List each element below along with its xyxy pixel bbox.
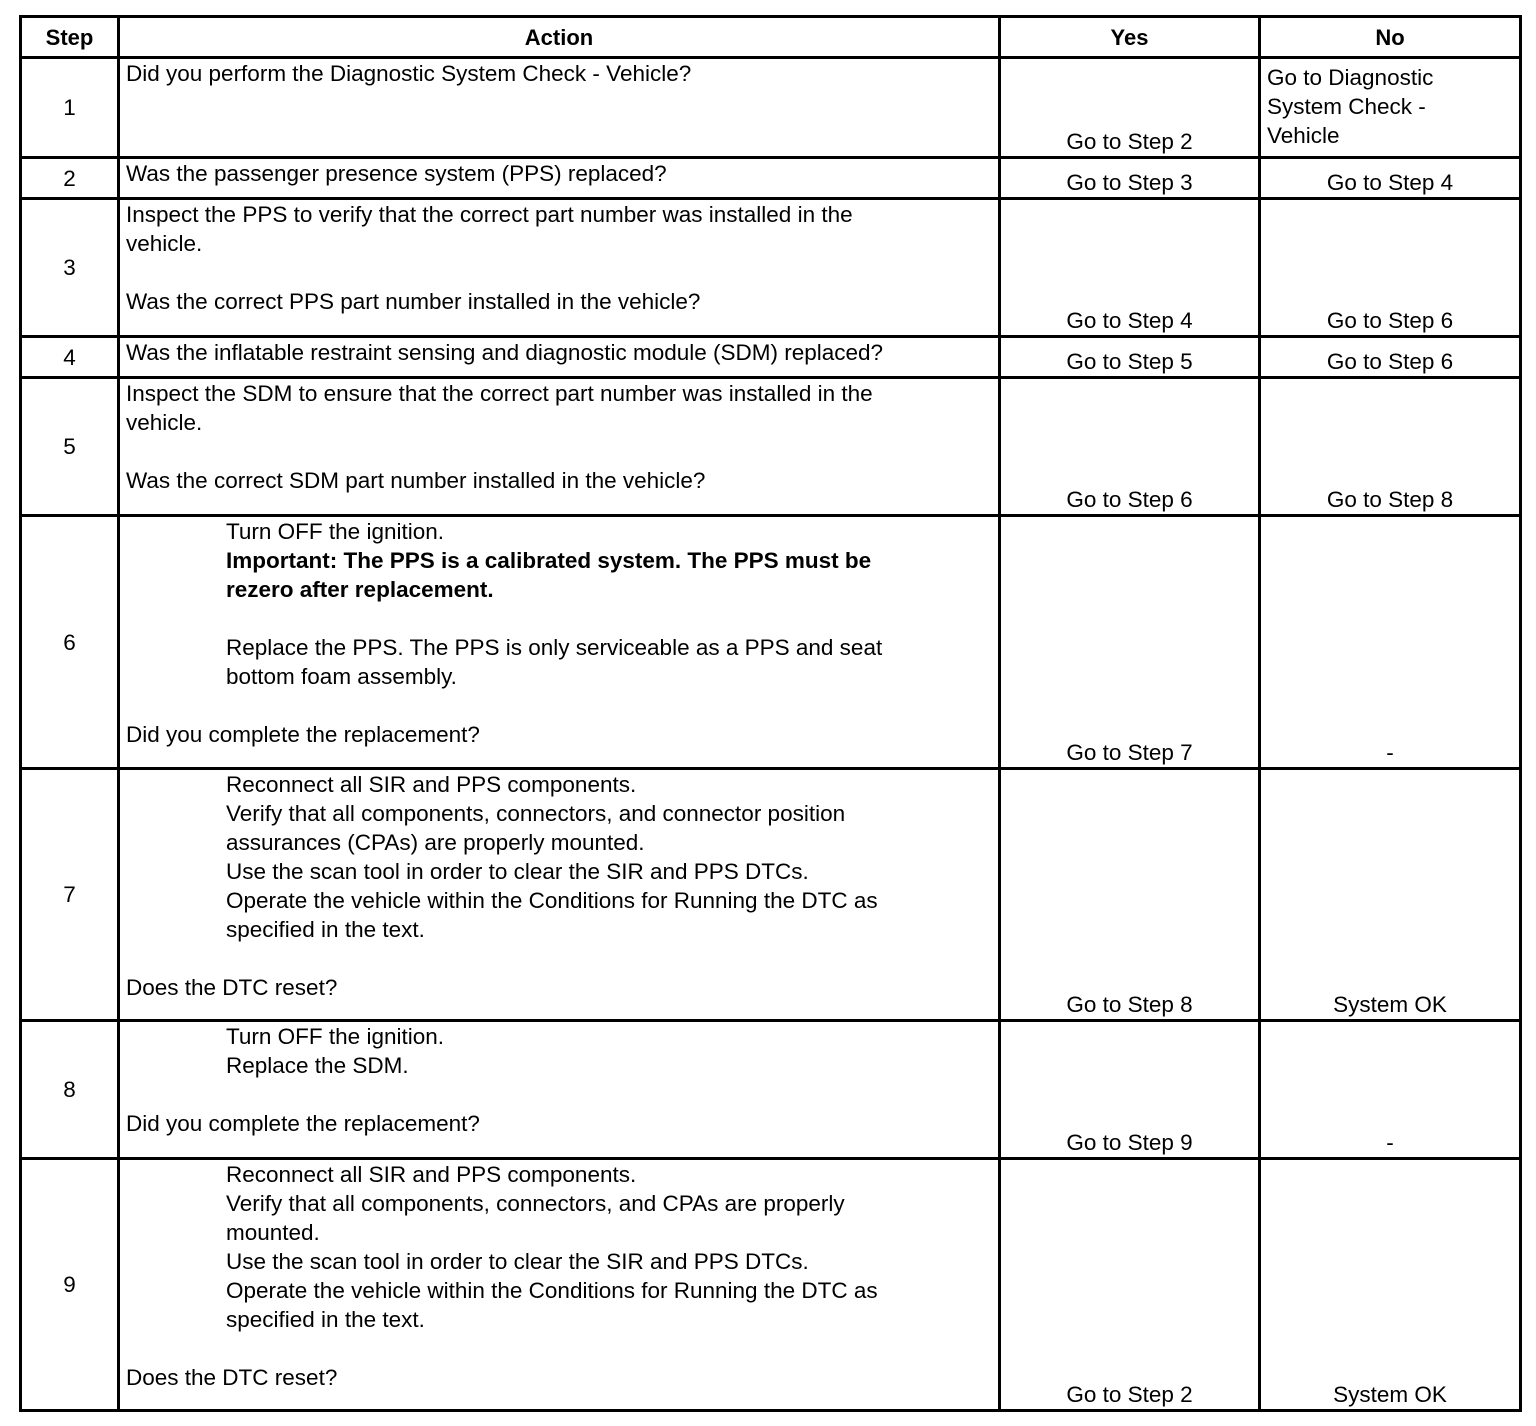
no-cell: System OK: [1260, 769, 1521, 1021]
yes-cell: Go to Step 9: [1000, 1021, 1260, 1159]
action-cell: [119, 378, 1000, 516]
diagnostic-table: [19, 15, 1522, 1412]
action-question: Was the correct PPS part number installed in the vehicle?: [126, 289, 701, 314]
action-substep: Replace the PPS. The PPS is only serviceable as a PPS and seat bottom foam assembly.: [226, 635, 883, 689]
table-row: [21, 158, 1521, 199]
header-action: Action: [119, 17, 1000, 58]
header-row: [21, 17, 1521, 58]
action-question: Was the correct SDM part number installed in the vehicle?: [126, 468, 706, 493]
action-cell: [119, 337, 1000, 378]
table-row: [21, 58, 1521, 158]
action-cell: [119, 1159, 1000, 1411]
no-cell: -: [1260, 516, 1521, 769]
table-row: [21, 769, 1521, 1021]
action-question: Did you complete the replacement?: [126, 722, 480, 747]
header-yes: Yes: [1000, 17, 1260, 58]
yes-cell: Go to Step 7: [1000, 516, 1260, 769]
no-cell: Go to Step 8: [1260, 378, 1521, 516]
action-question: Does the DTC reset?: [126, 975, 338, 1000]
step-number: 7: [21, 769, 119, 1021]
no-cell: Go to Step 6: [1260, 199, 1521, 337]
yes-cell: Go to Step 2: [1000, 58, 1260, 158]
action-cell: [119, 199, 1000, 337]
yes-cell: Go to Step 5: [1000, 337, 1260, 378]
step-number: 5: [21, 378, 119, 516]
action-substeps: Reconnect all SIR and PPS components. Verify that all components, connectors, and CPAs are properly mounted. Use the scan tool in order to clear the SIR and PPS DTCs. Operate the vehicle within the Conditions for Running the DTC as specified in the text.: [226, 1162, 878, 1332]
step-number: 8: [21, 1021, 119, 1159]
action-question: Was the inflatable restraint sensing and diagnostic module (SDM) replaced?: [126, 340, 884, 365]
no-cell: Go to Diagnostic System Check - Vehicle: [1260, 58, 1521, 158]
step-number: 3: [21, 199, 119, 337]
yes-cell: Go to Step 2: [1000, 1159, 1260, 1411]
table-row: [21, 516, 1521, 769]
action-intro: Inspect the PPS to verify that the correct part number was installed in the vehicle.: [126, 202, 853, 256]
no-cell: Go to Step 6: [1260, 337, 1521, 378]
table-row: [21, 1021, 1521, 1159]
step-number: 4: [21, 337, 119, 378]
action-question: Did you perform the Diagnostic System Check - Vehicle?: [126, 61, 692, 86]
table-row: [21, 378, 1521, 516]
action-substeps: Reconnect all SIR and PPS components. Verify that all components, connectors, and connector position assurances (CPAs) are properly mounted. Use the scan tool in order to clear the SIR and PPS DTCs. Operate the vehicle within the Conditions for Running the DTC as specified in the text.: [226, 772, 878, 942]
header-step: Step: [21, 17, 119, 58]
no-cell: -: [1260, 1021, 1521, 1159]
table-row: [21, 1159, 1521, 1411]
action-substep: Turn OFF the ignition.: [226, 519, 445, 544]
no-cell: Go to Step 4: [1260, 158, 1521, 199]
no-cell: System OK: [1260, 1159, 1521, 1411]
step-number: 9: [21, 1159, 119, 1411]
important-note: Important: The PPS is a calibrated system. The PPS must be rezero after replacement.: [226, 548, 872, 602]
table-row: [21, 337, 1521, 378]
action-question: Does the DTC reset?: [126, 1365, 338, 1390]
yes-cell: Go to Step 8: [1000, 769, 1260, 1021]
action-cell: [119, 516, 1000, 769]
action-question: Did you complete the replacement?: [126, 1111, 480, 1136]
table-row: [21, 199, 1521, 337]
action-intro: Inspect the SDM to ensure that the correct part number was installed in the vehicle.: [126, 381, 873, 435]
yes-cell: Go to Step 3: [1000, 158, 1260, 199]
action-question: Was the passenger presence system (PPS) replaced?: [126, 161, 667, 186]
yes-cell: Go to Step 4: [1000, 199, 1260, 337]
yes-cell: Go to Step 6: [1000, 378, 1260, 516]
action-cell: [119, 158, 1000, 199]
action-substeps: Turn OFF the ignition. Replace the SDM.: [226, 1024, 445, 1078]
action-cell: [119, 58, 1000, 158]
action-cell: [119, 769, 1000, 1021]
action-cell: [119, 1021, 1000, 1159]
step-number: 1: [21, 58, 119, 158]
step-number: 2: [21, 158, 119, 199]
header-no: No: [1260, 17, 1521, 58]
step-number: 6: [21, 516, 119, 769]
